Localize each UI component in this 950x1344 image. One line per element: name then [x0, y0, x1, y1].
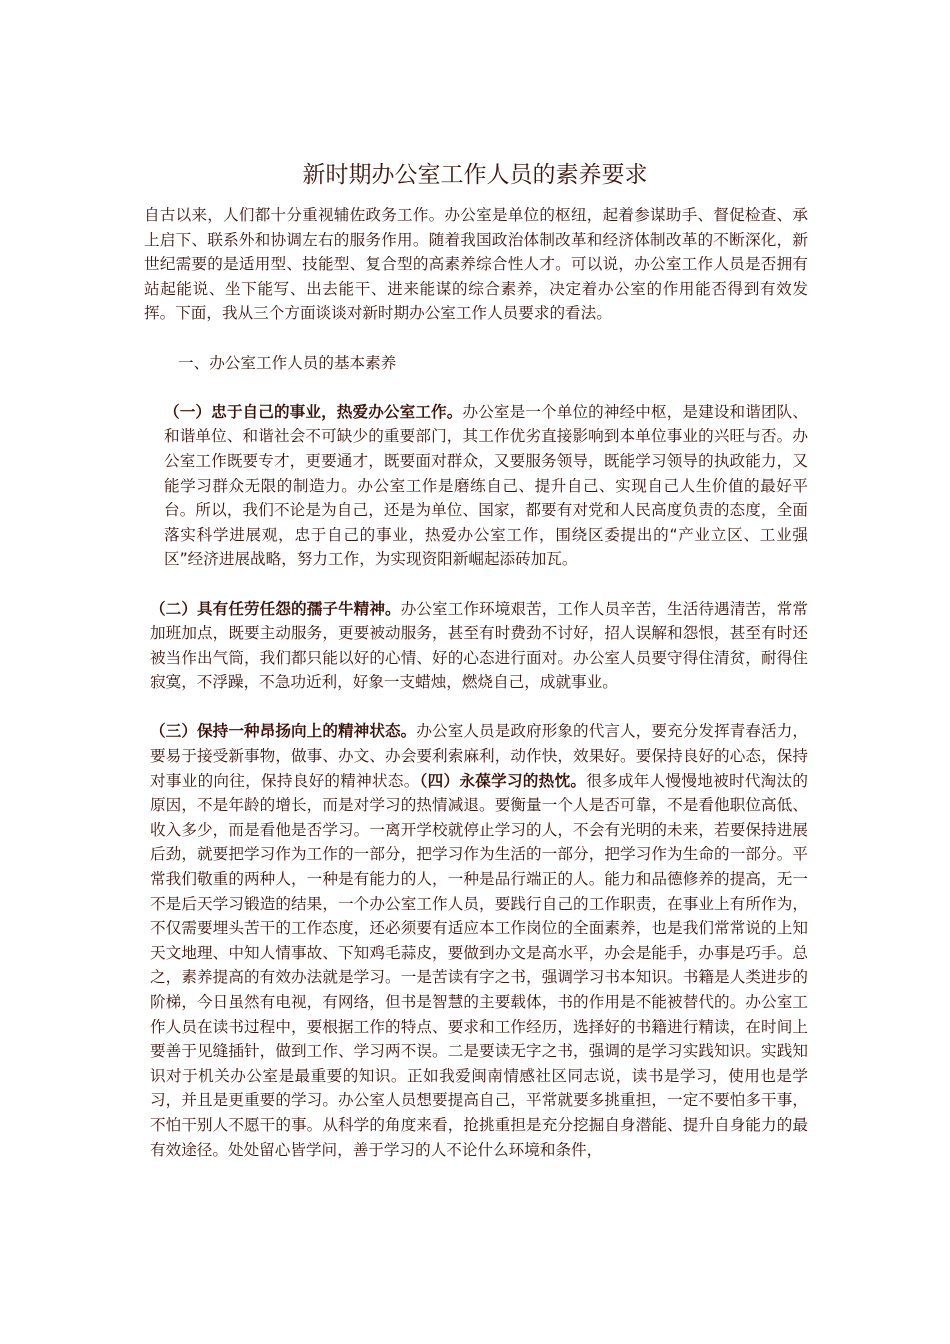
subsection-2-paragraph: [144, 597, 808, 695]
subsection-3-text: 办公室人员是政府形象的代言人，要充分发挥青春活力，要易于接受新事物，做事、办文、办会要利索麻利，动作快，效果好。要保持良好的心态，保持对事业的向往，保持良好的精神状态。: [150, 722, 808, 790]
subsection-1-heading: （一）忠于自己的事业，热爱办公室工作。: [164, 402, 463, 421]
subsection-1-text: 办公室是一个单位的神经中枢，是建设和谐团队、和谐单位、和谐社会不可缺少的重要部门，其工作优劣直接影响到本单位事业的兴旺与否。办公室工作既要专才，更要通才，既要面对群众，又要服务领导，既能学习领导的执政能力，又能学习群众无限的制造力。办公室工作是磨练自己、提升自己、实现自己人生价值的最好平台。所以，我们不论是为自己，还是为单位、国家，都要有对党和人民高度负责的态度，全面落实科学进展观，忠于自己的事业，热爱办公室工作，围绕区委提出的“产业立区、工业强区”经济进展战略，努力工作，为实现资阳新崛起添砖加瓦。: [164, 402, 808, 569]
subsection-4-text: 很多成年人慢慢地被时代淘汰的原因，不是年龄的增长，而是对学习的热情减退。要衡量一个人是否可靠，不是看他职位高低、收入多少，而是看他是否学习。一离开学校就停止学习的人，不会有光明的未来，若要保持进展后劲，就要把学习作为工作的一部分，把学习作为生活的一部分，把学习作为生命的一部分。平常我们敬重的两种人，一种是有能力的人，一种是品行端正的人。能力和品德修养的提高，无一不是后天学习锻造的结果，一个办公室工作人员，要践行自己的工作职责，在事业上有所作为，不仅需要埋头苦干的工作态度，还必须要有适应本工作岗位的全面素养，也是我们常常说的上知天文地理、中知人情事故、下知鸡毛蒜皮，要做到办文是高水平，办会是能手，办事是巧手。总之，素养提高的有效办法就是学习。一是苦读有字之书，强调学习书本知识。书籍是人类进步的阶梯，今日虽然有电视，有网络，但书是智慧的主要载体，书的作用是不能被替代的。办公室工作人员在读书过程中，要根据工作的特点、要求和工作经历，选择好的书籍进行精读，在时间上要善于见缝插针，做到工作、学习两不误。二是要读无字之书，强调的是学习实践知识。实践知识对于机关办公室是最重要的知识。正如我爱闽南情感社区同志说，读书是学习，使用也是学习，并且是更重要的学习。办公室人员想要提高自己，平常就要多挑重担，一定不要怕多干事，不怕干别人不愿干的事。从科学的角度来看，抢挑重担是充分挖掘自身潜能、提升自身能力的最有效途径。处处留心皆学问，善于学习的人不论什么环境和条件，: [150, 771, 808, 1159]
subsection-3-paragraph: [144, 719, 808, 1162]
document-body: [144, 203, 808, 1162]
subsection-2-text: 办公室工作环境艰苦，工作人员辛苦，生活待遇清苦，常常加班加点，既要主动服务，更要被动服务，甚至有时费劲不讨好，招人误解和怨恨，甚至有时还被当作出气筒，我们都只能以好的心情、好的心态进行面对。办公室人员要守得住清贫，耐得住寂寞，不浮躁，不急功近利，好象一支蜡烛，燃烧自己，成就事业。: [150, 599, 808, 692]
intro-paragraph: 自古以来，人们都十分重视辅佐政务工作。办公室是单位的枢纽，起着参谋助手、督促检查、承上启下、联系外和协调左右的服务作用。随着我国政治体制改革和经济体制改革的不断深化，新世纪需要的是适用型、技能型、复合型的高素养综合性人才。可以说，办公室工作人员是否拥有站起能说、坐下能写、出去能干、进来能谋的综合素养，决定着办公室的作用能否得到有效发挥。下面，我从三个方面谈谈对新时期办公室工作人员要求的看法。: [144, 206, 808, 323]
subsection-3-heading: （三）保持一种昂扬向上的精神状态。: [150, 722, 417, 741]
paragraph-gap: [144, 572, 808, 597]
paragraph-gap: [144, 695, 808, 720]
document-title: 新时期办公室工作人员的素养要求: [302, 162, 648, 188]
paragraph-gap: [144, 326, 808, 351]
subsection-4-heading: （四）永葆学习的热忱。: [419, 771, 587, 790]
paragraph-gap: [144, 375, 808, 400]
subsection-2-heading: （二）具有任劳任怨的孺子牛精神。: [150, 599, 401, 618]
subsection-1-paragraph: [144, 400, 808, 572]
section-heading: 一、办公室工作人员的基本素养: [178, 353, 397, 372]
